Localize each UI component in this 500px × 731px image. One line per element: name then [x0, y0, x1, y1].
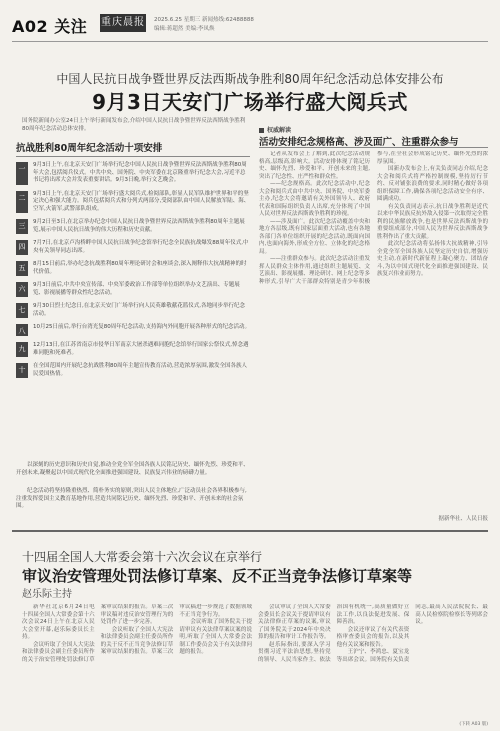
activity-item [16, 363, 250, 378]
activity-item [16, 162, 250, 185]
activity-number: 六 [16, 282, 28, 297]
activity-number: 九 [16, 342, 28, 357]
body-paragraph: 王沪宁、李鸿忠、夏宝龙等出席会议。国务院有关负责同志,最高人民法院院长、最高人民检察院检察长等列席会议。 [336, 604, 488, 663]
activity-number: 三 [16, 219, 28, 234]
section-label: 权威解读 [259, 125, 291, 134]
body-paragraph: 会议审议了全国人大常委会委员长会议关于提请审议有关法律修正草案的议案,审议了国务院关于2024年中央决算的报告和审计工作报告等。 [257, 604, 331, 640]
activity-number: 一 [16, 162, 28, 185]
activity-item [16, 324, 250, 336]
editor-info: 编辑:蒋超然 美编:李凤焕 [154, 26, 215, 32]
bottom-article-body [22, 604, 488, 722]
activity-number: 八 [16, 324, 28, 336]
activity-item [16, 342, 250, 357]
body-paragraph: 国新办发布会上,有关负责同志介绍,纪念大会和阅兵式将严格控制规模,坚持厉行节约、反对铺张浪费的要求,同时精心做好各项组织保障工作,确保各项纪念活动安全有序、圆满成功。 [377, 166, 488, 202]
section-divider [12, 530, 488, 532]
body-paragraph: 赵乐际指出,要深入学习贯彻习近平法治思想,坚持党的领导、人民当家作主、依法治国有机统一,高质量做好立法工作,以良法促进发展、保障善治。 [257, 604, 410, 663]
body-paragraph: ——注重群众参与。此次纪念活动注重发挥人民群众主体作用,通过组织主题展览、文艺演出、影视展播、理论研讨、网上纪念等多种形式,引导广大干部群众特别是青少年积极参与,在全社会形成铭记历史、缅怀先烈的浓厚氛围。 [259, 151, 488, 285]
divider [259, 147, 488, 148]
activity-text: 9月30日烈士纪念日,在北京天安门广场举行向人民英雄敬献花篮仪式,各地同步举行纪念活动。 [33, 303, 245, 317]
activity-text: 10月25日前后,举行台湾光复80周年纪念活动,支持海内外同胞开展各种形式的纪念活动。 [33, 324, 250, 330]
source-credit: 据新华社、人民日报 [438, 516, 488, 522]
main-headline: 9月3日天安门广场举行盛大阅兵式 [92, 90, 408, 114]
activity-number: 五 [16, 261, 28, 276]
body-paragraph: 会议还审议了有关代表资格审查委员会的报告,以及其他有关议案和报告。 [336, 626, 410, 648]
activity-list [16, 162, 250, 384]
activity-number: 十 [16, 363, 28, 378]
body-paragraph: 会议听取了全国人大宪法和法律委员会副主任委员所作的关于治安管理处罚法修订草案审议结果的报告。草案三次审议稿对违反治安管理行为的处罚作了进一步完善。 [22, 604, 174, 663]
body-paragraph: ——纪念规格高。此次纪念活动中,纪念大会和阅兵式由中共中央、国务院、中央军委主办,纪念大会将邀请有关外国领导人、政府代表和国际组织负责人出席,充分体现了中国人民对世界反法西斯战争胜利的珍视。 [259, 181, 370, 217]
page-header [12, 8, 488, 42]
activity-item [16, 282, 250, 297]
activity-text: 在全国范围内开展纪念抗战胜利80周年主题宣传教育活动,营造浓厚氛围,激发全国各族人民爱国热情。 [33, 363, 247, 377]
newspaper-logo: 重庆晨报 [100, 14, 146, 32]
body-paragraph: 记者从发布会上了解到,此次纪念活动规格高,层级高,影响大。活动安排体现了铭记历史、缅怀先烈、珍爱和平、开创未来的主题,突出了纪念性、庄严性和群众性。 [259, 151, 370, 180]
activity-text: 9月2日至3日,在北京举办纪念中国人民抗日战争暨世界反法西斯战争胜利80周年主题展览,展示中国人民抗日战争的伟大历程和历史贡献。 [33, 219, 245, 233]
body-paragraph: 以深刻的历史意识和历史自觉,推动全党全军全国各族人民铭记历史、缅怀先烈、珍爱和平、开创未来,凝聚起以中国式现代化全面推进强国建设、民族复兴伟业的磅礴力量。 [16, 462, 249, 476]
body-paragraph: 有关负责同志表示,抗日战争胜利是近代以来中华民族反抗外敌入侵第一次取得完全胜利的民族解放战争,也是世界反法西斯战争的重要组成部分,中国人民为世界反法西斯战争胜利作出了重大贡献。 [377, 203, 488, 240]
activity-text: 12月13日,在江苏省南京市侵华日军南京大屠杀遇难同胞纪念馆举行国家公祭仪式,悼念遇难同胞和死难者。 [33, 342, 249, 356]
activity-text: 9月3日前后,中共中央宣传部、中央军委政治工作部等单位组织举办文艺演出、专题展览、影视展播等群众性纪念活动。 [33, 282, 240, 296]
issue-info: 2025.6.25 星期三 新闻热线:62488888 [154, 17, 254, 23]
bottom-headline: 审议治安管理处罚法修订草案、反不正当竞争法修订草案等 [22, 567, 413, 585]
activity-number: 二 [16, 191, 28, 214]
body-paragraph: 此次纪念活动将弘扬伟大抗战精神,引导全党全军全国各族人民坚定历史自信,增强历史主动,在新时代新征程上凝心聚力、团结奋斗,为以中国式现代化全面推进强国建设、民族复兴伟业而努力。 [377, 241, 488, 277]
main-kicker: 中国人民抗日战争暨世界反法西斯战争胜利80周年纪念活动总体安排公布 [56, 72, 444, 86]
activity-number: 四 [16, 240, 28, 255]
activity-item [16, 219, 250, 234]
main-intro: 国务院新闻办公室24日上午举行新闻发布会,介绍中国人民抗日战争暨世界反法西斯战争胜利80周年纪念活动总体安排。 [22, 118, 246, 132]
activity-text: 9月3日上午,在北京天安门广场举行纪念中国人民抗日战争暨世界反法西斯战争胜利80周年大会,包括阅兵仪式。中共中央、国务院、中央军委在北京隆重举行纪念大会,习近平总书记将出席大会并发表重要讲话。9月3日晚,举行文艺晚会。 [33, 162, 247, 183]
bottom-subheadline: 赵乐际主持 [22, 589, 72, 600]
body-paragraph: 会议听取了全国人大宪法和法律委员会副主任委员所作的关于反不正当竞争法修订草案审议结果的报告。草案三次审议稿进一步规范了数据领域不正当竞争行为。 [100, 604, 252, 655]
activity-text: 8月15日前后,举办纪念抗战胜利80周年理论研讨会和座谈会,深入阐释伟大抗战精神的时代价值。 [33, 261, 247, 275]
activity-item [16, 240, 250, 255]
sidebar-article-body [259, 151, 488, 505]
activities-subhead: 抗战胜利80周年纪念活动十项安排 [16, 140, 250, 154]
body-paragraph: 新华社北京6月24日电 十四届全国人大常委会第十六次会议24日上午在北京人民大会堂开幕,赵乐际委员长主持。 [22, 604, 95, 640]
page-number: A02 关注 [12, 17, 88, 36]
body-paragraph: ——涉及面广。此次纪念活动覆盖中央和地方各层级,既有国家层面重大活动,也有各地各部门各单位组织开展的纪念活动,既面向国内,也面向海外,形成全方位、立体化的纪念格局。 [259, 218, 370, 255]
activity-item [16, 191, 250, 214]
sidebar-headline: 活动安排纪念规格高、涉及面广、注重群众参与 [259, 137, 459, 148]
body-paragraph: 会议听取了国务院关于提请审议有关法律草案议案的说明,听取了全国人大常委会法制工作委员会关于有关法律问题的报告。 [179, 619, 252, 655]
activity-number: 七 [16, 303, 28, 318]
activity-item [16, 303, 250, 318]
bottom-kicker: 十四届全国人大常委会第十六次会议在京举行 [22, 550, 263, 564]
activity-item [16, 261, 250, 276]
activity-text: 7月7日,在北京卢沟桥畔中国人民抗日战争纪念馆举行纪念全民族抗战爆发88周年仪式,中央有关领导同志出席。 [33, 240, 249, 254]
activity-text: 9月3日上午,在北京天安门广场举行盛大阅兵式,检阅部队,彰显人民军队维护世界和平的坚定决心和强大能力。阅兵包括阅兵式和分列式两部分,受阅部队由中国人民解放军陆、海、空军,火箭军,武警部队组成。 [33, 190, 250, 212]
continuation-note: (下转 A03 版) [459, 722, 488, 727]
body-paragraph: 纪念活动将坚持隆重热烈、简朴务实的原则,突出人民主体地位,广泛动员社会各界积极参与,注重发挥爱国主义教育基地作用,营造共同铭记历史、缅怀先烈、珍爱和平、开创未来的社会氛围。 [16, 488, 247, 509]
